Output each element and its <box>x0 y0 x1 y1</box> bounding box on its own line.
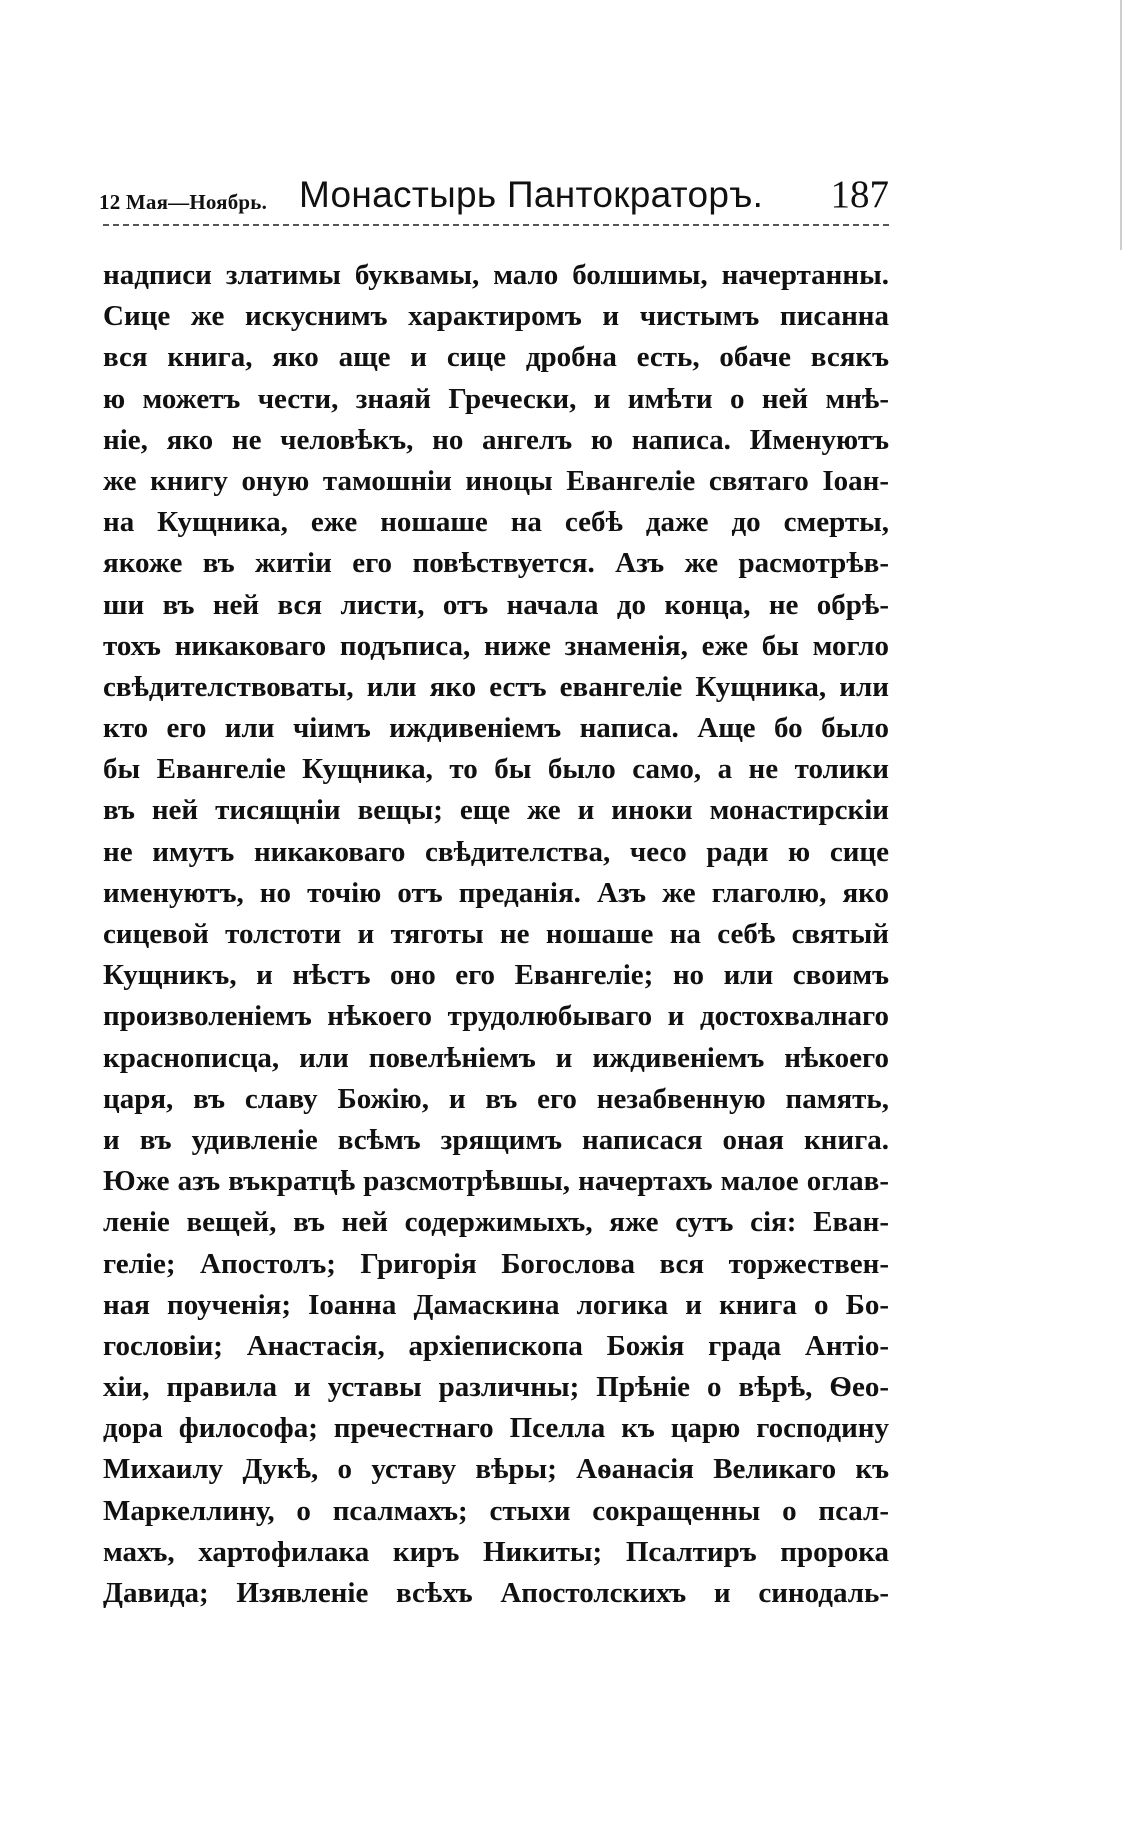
text-line: махъ, хартофилака киръ Никиты; Псалтиръ пророка <box>103 1535 889 1568</box>
text-line: въ ней тисящніи вещы; еще же и иноки монастирскіи <box>103 794 889 827</box>
text-line: хіи, правила и уставы различны; Прѣніе о вѣрѣ, Ѳео- <box>103 1371 889 1404</box>
text-line: Давида; Изявленіе всѣхъ Апостолскихъ и синодаль- <box>103 1577 889 1609</box>
text-line: вся книга, яко аще и сице дробна есть, обаче всякъ <box>103 341 889 374</box>
text-line: ніе, яко не человѣкъ, но ангелъ ю написа. Именуютъ <box>103 423 889 456</box>
page-number: 187 <box>830 173 889 216</box>
text-line: краснописца, или повелѣніемъ и иждивеніемъ нѣкоего <box>103 1041 889 1074</box>
text-line: гословіи; Анастасія, архіепископа Божія града Антіо- <box>103 1329 889 1362</box>
page-edge-shadow <box>1120 0 1122 250</box>
text-line: не имутъ никаковаго свѣдителства, чесо ради ю сице <box>103 835 889 868</box>
text-line: царя, въ славу Божію, и въ его незабвенную память, <box>103 1082 889 1115</box>
text-line: свѣдителствоваты, или яко естъ евангеліе Кущника, или <box>103 670 889 703</box>
text-line: и въ удивленіе всѣмъ зрящимъ написася оная книга. <box>103 1123 889 1156</box>
running-head <box>99 168 889 228</box>
text-line: Михаилу Дукѣ, о уставу вѣры; Аѳанасія Великаго къ <box>103 1453 889 1486</box>
text-line: дора философа; пречестнаго Пселла къ царю господину <box>103 1412 889 1445</box>
text-line: произволеніемъ нѣкоего трудолюбываго и достохвалнаго <box>103 1000 889 1033</box>
text-line: Кущникъ, и нѣстъ оно его Евангеліе; но или своимъ <box>103 959 889 992</box>
text-line: ю можетъ чести, знаяй Гречески, и имѣти о ней мнѣ- <box>103 382 889 415</box>
text-line: леніе вещей, въ ней содержимыхъ, яже сутъ сія: Еван- <box>103 1206 889 1239</box>
text-line: Сице же искуснимъ характиромъ и чистымъ писанна <box>103 300 889 333</box>
text-line: ши въ ней вся листи, отъ начала до конца, не обрѣ- <box>103 588 889 621</box>
text-line: на Кущника, еже ношаше на себѣ даже до смерты, <box>103 506 889 539</box>
body-text <box>103 255 889 1614</box>
text-line: надписи златимы буквамы, мало болшимы, начертанны. <box>103 259 889 291</box>
text-line: кто его или чіимъ иждивеніемъ написа. Аще бо было <box>103 712 889 745</box>
text-line: Юже азъ въкратцѣ разсмотрѣвшы, начертахъ малое оглав- <box>103 1165 889 1198</box>
text-line: Маркеллину, о псалмахъ; стыхи сокращенны о псал- <box>103 1494 889 1527</box>
header-date-range: 12 Мая—Ноябрь. <box>99 190 268 214</box>
text-line: ная поученія; Іоанна Дамаскина логика и книга о Бо- <box>103 1288 889 1321</box>
header-title: Монастырь Пантократоръ. <box>299 174 764 215</box>
text-line: же книгу оную тамошніи иноцы Евангеліе святаго Іоан- <box>103 464 889 497</box>
text-line: тохъ никаковаго подъписа, ниже знаменія, еже бы могло <box>103 629 889 662</box>
text-line: именуютъ, но точію отъ преданія. Азъ же глаголю, яко <box>103 876 889 909</box>
text-line: сицевой толстоти и тяготы не ношаше на себѣ святый <box>103 918 889 950</box>
text-line: якоже въ житіи его повѣствуется. Азъ же расмотрѣв- <box>103 547 889 580</box>
header-rule <box>103 224 889 226</box>
text-line: геліе; Апостолъ; Григорія Богослова вся торжествен- <box>103 1247 889 1280</box>
text-line: бы Евангеліе Кущника, то бы было само, а не толики <box>103 753 889 786</box>
